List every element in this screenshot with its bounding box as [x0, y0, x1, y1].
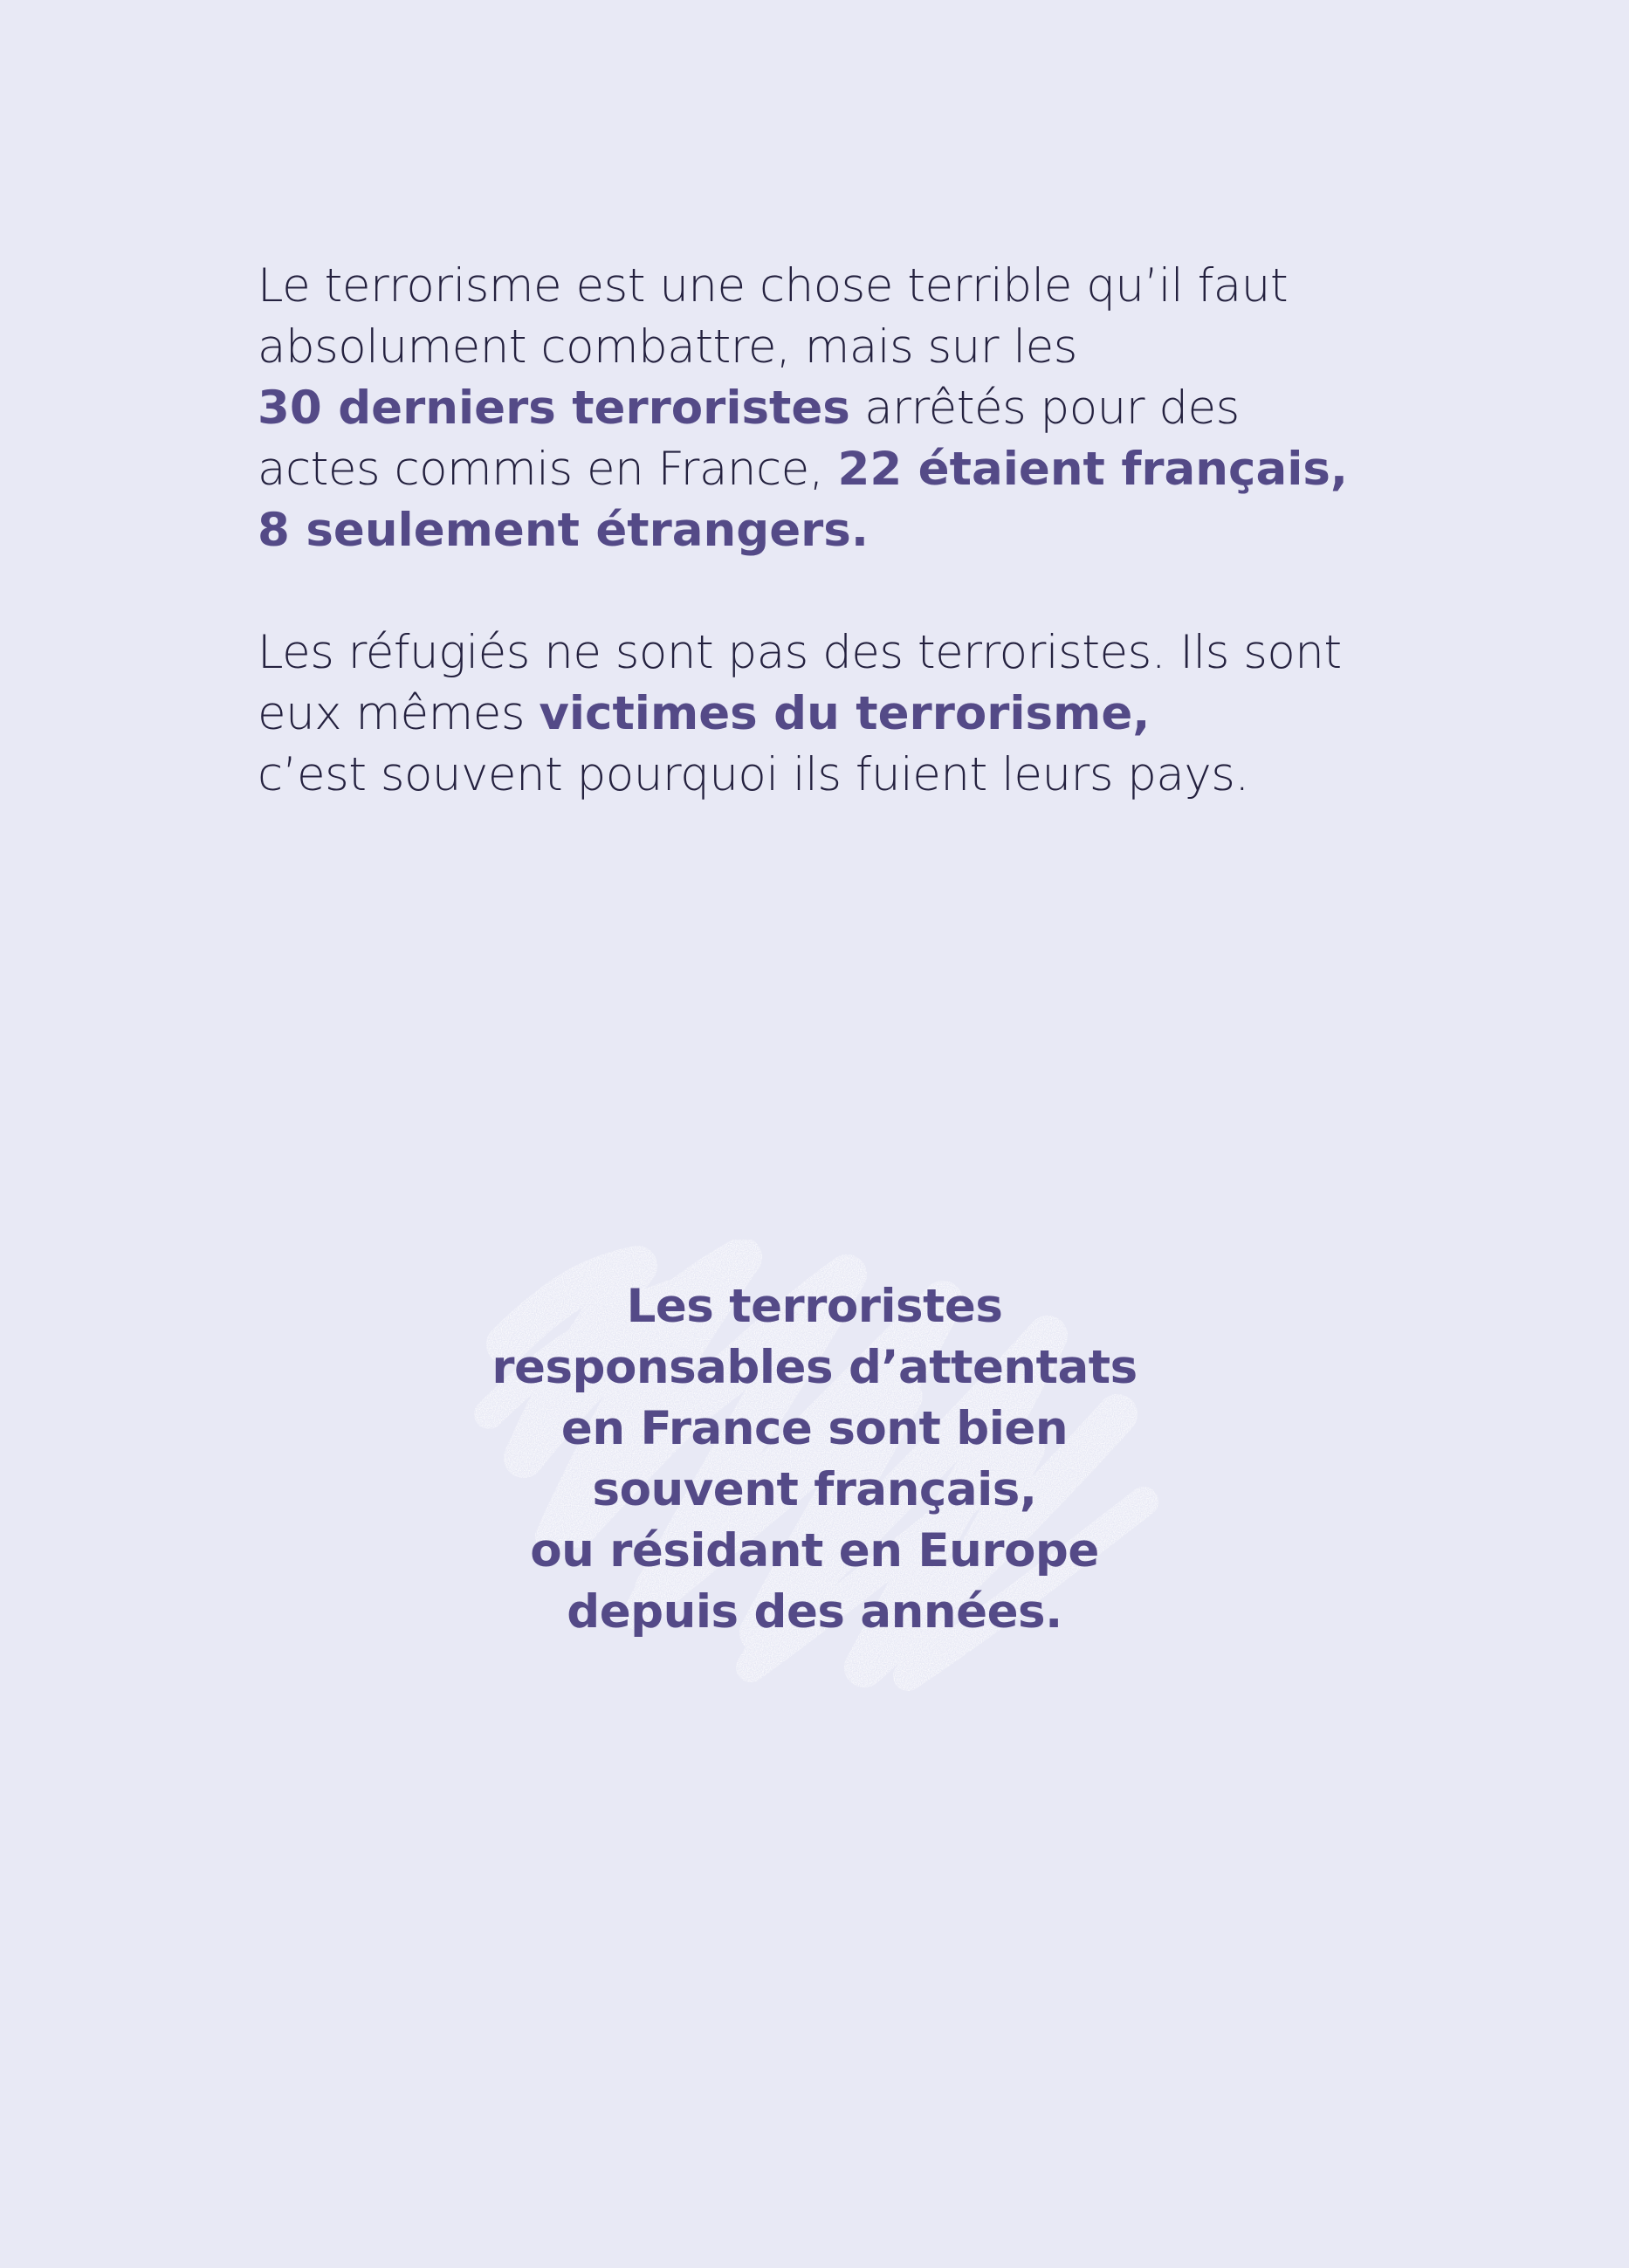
text-line: [258, 256, 1410, 317]
callout-line: depuis des années.: [567, 1585, 1062, 1639]
text-run: c’est souvent pourquoi ils fuient leurs pays.: [258, 748, 1249, 801]
text-run: absolument combattre, mais sur les: [258, 320, 1077, 374]
text-run: Le terrorisme est une chose terrible qu’il faut: [258, 259, 1289, 313]
text-line: [258, 622, 1410, 684]
highlight-victimes-du-terrorisme: victimes du terrorisme,: [539, 687, 1151, 740]
highlight-22-etaient-francais: 22 étaient français,: [837, 443, 1349, 496]
callout-line: ou résidant en Europe: [530, 1524, 1099, 1577]
text-run: actes commis en France,: [258, 443, 838, 496]
text-line: [258, 745, 1410, 806]
callout-line: en France sont bien: [560, 1402, 1069, 1455]
callout-line: Les terroristes: [626, 1280, 1003, 1333]
text-line: [258, 439, 1410, 500]
text-run: arrêtés pour des: [849, 381, 1240, 435]
callout: [454, 1240, 1175, 1711]
text-line: [258, 500, 1410, 561]
highlight-8-seulement-etrangers: 8 seulement étrangers.: [258, 504, 869, 557]
callout-line: souvent français,: [592, 1463, 1037, 1516]
intro-text: [258, 256, 1410, 867]
text-run: Les réfugiés ne sont pas des terroristes. Ils sont: [258, 626, 1342, 679]
text-line: [258, 378, 1410, 439]
text-line: [258, 317, 1410, 378]
intro-paragraph-1: [258, 256, 1410, 561]
intro-paragraph-2: [258, 622, 1410, 806]
callout-text: [454, 1276, 1175, 1643]
highlight-30-derniers-terroristes: 30 derniers terroristes: [258, 381, 850, 435]
callout-line: responsables d’attentats: [491, 1341, 1138, 1394]
text-line: [258, 684, 1410, 745]
text-run: eux mêmes: [258, 687, 540, 740]
